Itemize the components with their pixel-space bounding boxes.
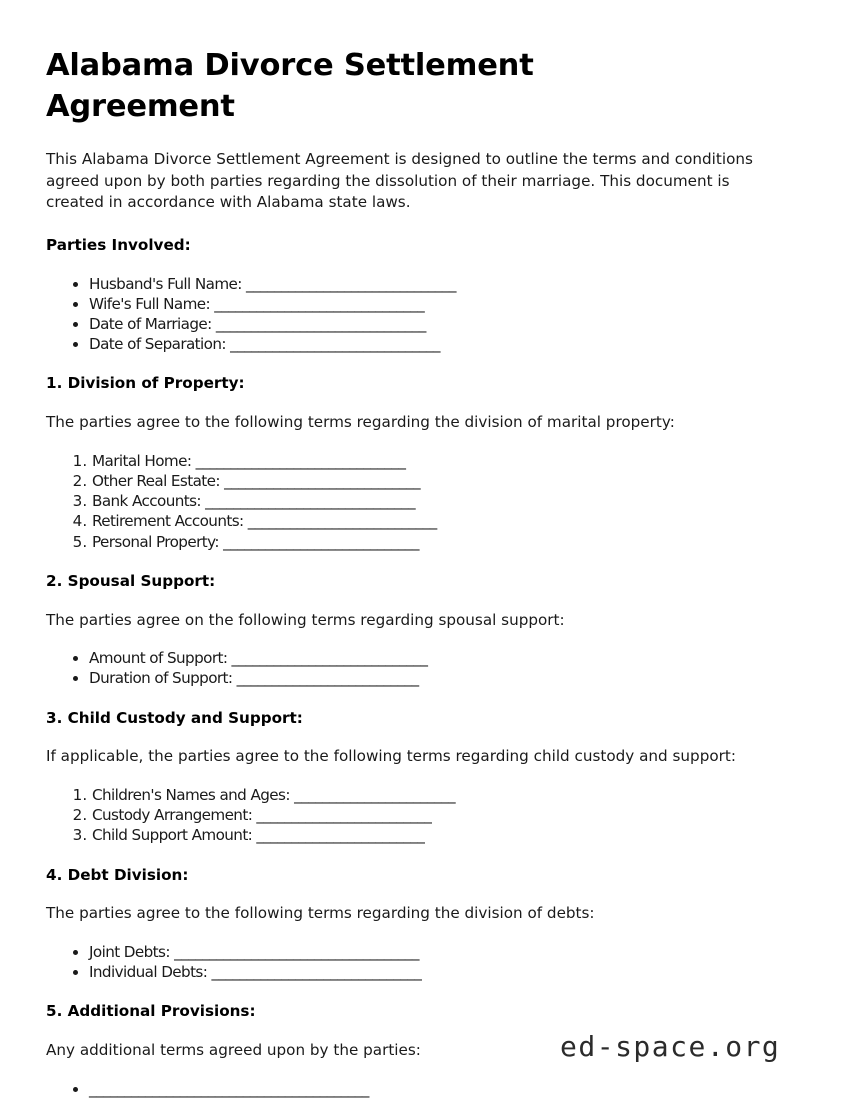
list-item [92, 532, 790, 552]
spousal-item-text: Amount of Support: ____________________________ [89, 649, 428, 668]
property-item-text: Retirement Accounts: ___________________________ [92, 512, 437, 531]
list-item [92, 825, 790, 845]
property-item-text: Bank Accounts: ______________________________ [92, 492, 415, 511]
section-heading-additional-provisions: 5. Additional Provisions: [46, 1002, 256, 1021]
list-item [92, 511, 790, 531]
property-item-text: Other Real Estate: ____________________________ [92, 472, 420, 491]
watermark: ed-space.org [560, 1030, 781, 1063]
custody-item-text: Children's Names and Ages: _______________________ [92, 786, 455, 804]
spousal-support-list [46, 648, 790, 688]
section-heading-spousal-support: 2. Spousal Support: [46, 571, 216, 590]
list-item [92, 471, 790, 491]
debt-division-list [46, 942, 790, 982]
custody-item-text: Child Support Amount: ________________________ [92, 826, 425, 845]
parties-item-text: Wife's Full Name: ______________________________ [89, 294, 425, 313]
list-item [89, 294, 790, 314]
additional-provisions-list [46, 1079, 790, 1099]
property-item-text: Marital Home: ______________________________ [92, 451, 406, 470]
list-item [89, 1079, 790, 1099]
list-item [89, 648, 790, 668]
additional-item-text: ________________________________________ [89, 1079, 369, 1098]
debt-item-text: Joint Debts: ___________________________________ [89, 942, 419, 961]
list-item [89, 274, 790, 294]
list-item [92, 491, 790, 511]
section-lead-division-of-property: The parties agree to the following terms regarding the division of marital property: [46, 413, 675, 432]
intro-paragraph: This Alabama Divorce Settlement Agreement is designed to outline the terms and conditions agreed upon by both parties regarding the dissolution of their marriage. This document is created in accordance with Alabama state laws. [46, 150, 753, 212]
section-heading-division-of-property: 1. Division of Property: [46, 374, 245, 393]
parties-item-text: Husband's Full Name: ______________________________ [89, 274, 456, 293]
debt-item-text: Individual Debts: ______________________________ [89, 963, 422, 982]
list-item [89, 334, 790, 354]
parties-involved-heading: Parties Involved: [46, 235, 191, 254]
parties-involved-list [46, 274, 790, 355]
parties-item-text: Date of Marriage: ______________________________ [89, 315, 426, 334]
list-item [92, 451, 790, 471]
list-item [92, 785, 790, 805]
list-item [89, 314, 790, 334]
division-of-property-list [46, 451, 790, 552]
section-heading-child-custody-and-support: 3. Child Custody and Support: [46, 708, 303, 727]
child-custody-list [46, 785, 790, 846]
page-title: Alabama Divorce Settlement Agreement [46, 48, 534, 124]
list-item [92, 805, 790, 825]
section-lead-child-custody-and-support: If applicable, the parties agree to the following terms regarding child custody and support: [46, 747, 736, 766]
section-lead-spousal-support: The parties agree on the following terms regarding spousal support: [46, 610, 565, 629]
section-lead-additional-provisions: Any additional terms agreed upon by the parties: [46, 1041, 421, 1060]
property-item-text: Personal Property: ____________________________ [92, 532, 419, 551]
list-item [89, 962, 790, 982]
list-item [89, 668, 790, 688]
spousal-item-text: Duration of Support: __________________________ [89, 669, 419, 688]
section-lead-debt-division: The parties agree to the following terms regarding the division of debts: [46, 904, 595, 923]
parties-item-text: Date of Separation: ______________________________ [89, 335, 440, 354]
section-heading-debt-division: 4. Debt Division: [46, 865, 189, 884]
list-item [89, 942, 790, 962]
custody-item-text: Custody Arrangement: _________________________ [92, 806, 432, 825]
